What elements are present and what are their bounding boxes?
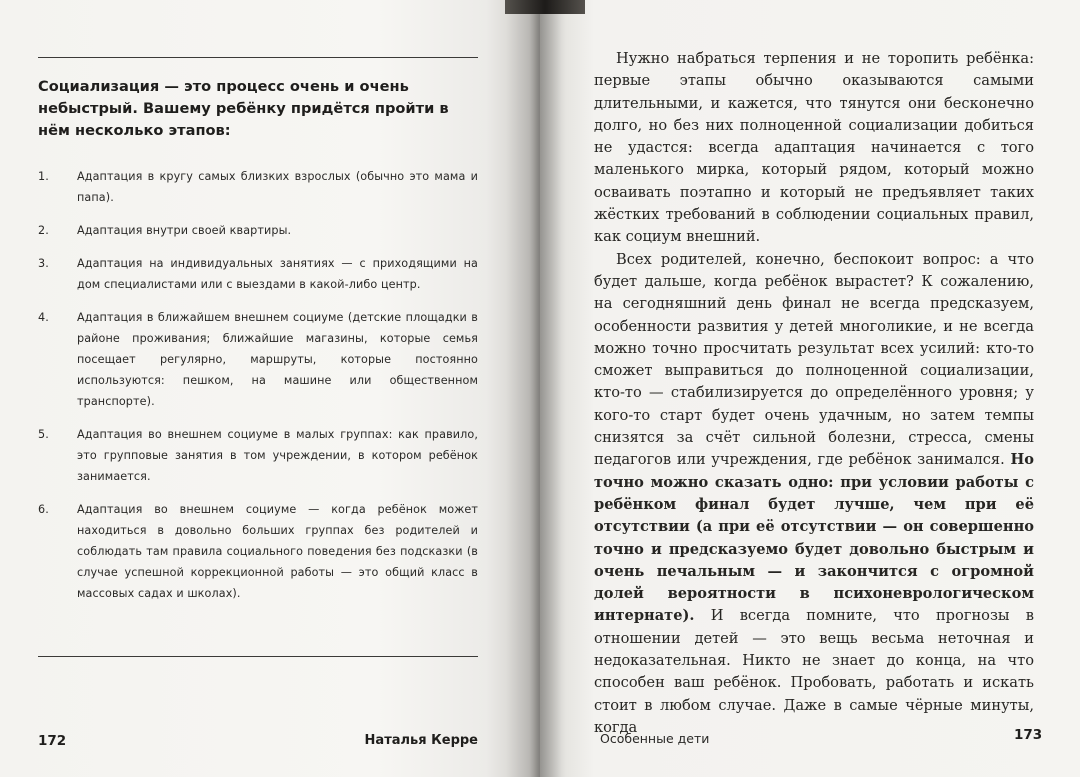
list-item xyxy=(38,307,478,412)
paragraph-2-bold: Но точно можно сказать одно: при условии работы с ребёнком финал будет лучше, чем при её отсутствии (а при её отсутствии — он совершенно точно и предсказуемо будет довольно быстрым и очень печальным — и закончится с огромной долей вероятности в психоневрологическом интернате). xyxy=(594,451,1034,625)
spine-edge xyxy=(505,0,585,14)
list-number: 5. xyxy=(38,428,49,441)
list-text: Адаптация на индивидуальных занятиях — с приходящими на дом специалистами или с выездами в какой-либо центр. xyxy=(77,257,478,291)
adaptation-stages-list xyxy=(38,166,478,604)
list-item xyxy=(38,424,478,487)
page-number-left: 172 xyxy=(38,733,67,749)
paragraph-2-end: И всегда помните, что прогнозы в отношении детей — это вещь весьма неточная и недоказательная. Никто не знает до конца, на что способен ваш ребёнок. Пробовать, работать и искать стоит в любом случае. Даже в самые чёрные минуты, когда xyxy=(594,607,1034,736)
page-number-right: 173 xyxy=(1014,727,1043,743)
paragraph-2 xyxy=(594,249,1034,740)
list-number: 3. xyxy=(38,257,49,270)
list-text: Адаптация внутри своей квартиры. xyxy=(77,224,292,237)
intro-paragraph: Социализация — это процесс очень и очень небыстрый. Вашему ребёнку придётся пройти в нём несколько этапов: xyxy=(38,78,449,139)
list-item xyxy=(38,166,478,208)
list-item xyxy=(38,253,478,295)
running-head: Особенные дети xyxy=(600,731,710,746)
list-text: Адаптация в кругу самых близких взрослых (обычно это мама и папа). xyxy=(77,170,478,204)
list-number: 2. xyxy=(38,224,49,237)
paragraph-2-start: Всех родителей, конечно, беспокоит вопрос: а что будет дальше, когда ребёнок вырастет? К сожалению, на сегодняшний день финал не всегда предсказуем, особенности развития у детей многоликие, и не всегда можно точно просчитать результат всех усилий: кто-то сможет выправиться до полноценной социализации, кто-то — стабилизируется до определённого уровня; у кого-то старт будет очень удачным, но затем темпы снизятся за счёт сильной болезни, стресса, смены педагогов или учреждения, где ребёнок занимался. xyxy=(594,250,1034,469)
list-text: Адаптация во внешнем социуме в малых группах: как правило, это групповые занятия в том учреждении, в котором ребёнок занимается. xyxy=(77,428,478,483)
list-number: 4. xyxy=(38,311,49,324)
list-number: 6. xyxy=(38,503,49,516)
right-page xyxy=(540,0,1080,777)
list-text: Адаптация в ближайшем внешнем социуме (детские площадки в районе проживания; ближайшие магазины, которые семья посещает регулярно, маршруты, которые постоянно используются: пешком, на машине или общественном транспорте). xyxy=(77,311,478,408)
paragraph-1: Нужно набраться терпения и не торопить ребёнка: первые этапы обычно оказываются самыми длительными, и кажется, что тянутся они бесконечно долго, но без них полноценной социализации добиться не удастся: всегда адаптация начинается с того маленького мирка, который рядом, который можно осваивать поэтапно и который не предъявляет таких жёстких требований в соблюдении социальных правил, как социум внешний. xyxy=(594,50,1034,246)
list-text: Адаптация во внешнем социуме — когда ребёнок может находиться в довольно больших группах без родителей и соблюдать там правила социального поведения без подсказки (в случае успешной коррекционной работы — это общий класс в массовых садах и школах). xyxy=(77,503,478,600)
list-number: 1. xyxy=(38,170,49,183)
bottom-rule xyxy=(38,656,478,657)
list-item xyxy=(38,499,478,604)
top-rule xyxy=(38,57,478,58)
author-name: Наталья Керре xyxy=(364,733,478,748)
body-text xyxy=(594,48,1034,739)
list-item xyxy=(38,220,478,241)
